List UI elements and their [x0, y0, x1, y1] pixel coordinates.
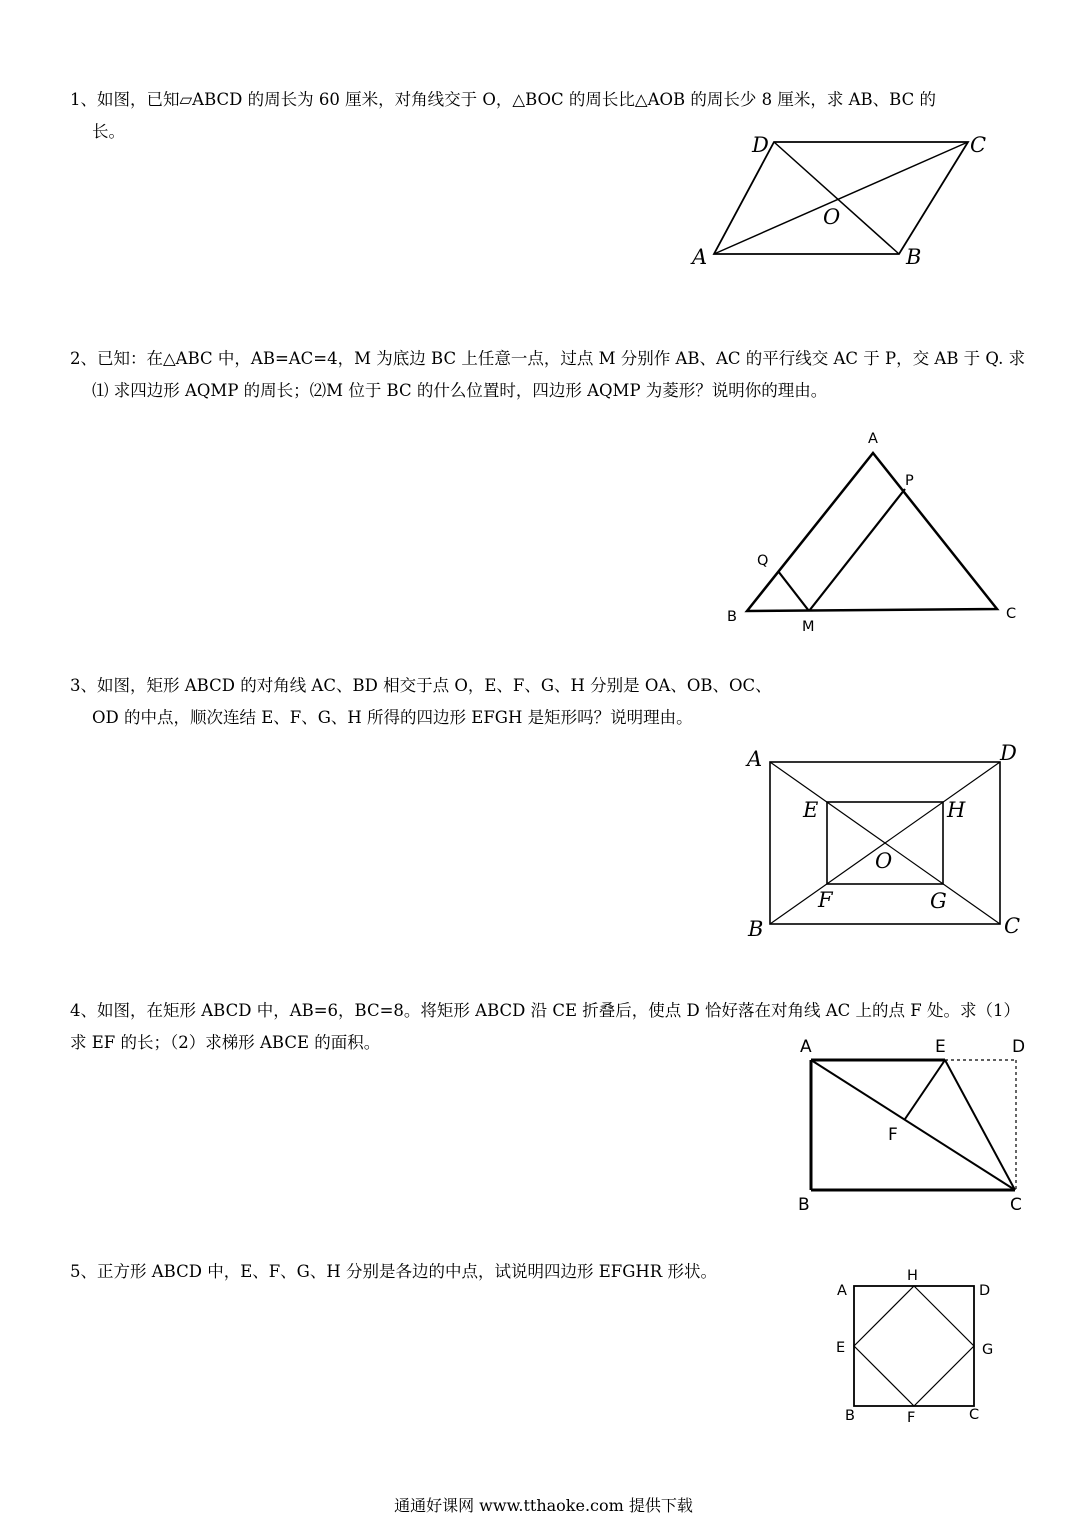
problem-2-line2: ⑴ 求四边形 AQMP 的周长；⑵M 位于 BC 的什么位置时，四边形 AQMP 为菱形？说明你的理由。 [92, 381, 828, 400]
label-f: F [818, 888, 833, 912]
figure-1-parallelogram [680, 128, 1000, 282]
problem-1-line2: 长。 [92, 122, 125, 141]
label-b: B [748, 917, 764, 941]
label-m: M [802, 619, 815, 635]
figure-2-triangle [720, 425, 1030, 644]
label-d: D [752, 133, 769, 157]
label-c: C [970, 133, 987, 157]
label-b: B [845, 1408, 855, 1424]
label-c: C [1004, 914, 1021, 938]
figure-3-rectangle [740, 740, 1040, 949]
label-e: E [836, 1340, 846, 1356]
label-f: F [907, 1410, 916, 1426]
figure-1-svg [680, 128, 1000, 278]
label-q: Q [757, 553, 769, 569]
label-h: H [907, 1268, 918, 1284]
label-o: O [875, 849, 893, 873]
label-a: A [692, 245, 708, 269]
problem-2 [70, 343, 1035, 407]
label-c: C [1006, 606, 1017, 622]
label-p: P [905, 473, 914, 489]
label-e: E [935, 1037, 946, 1057]
label-d: D [979, 1283, 991, 1299]
label-b: B [798, 1195, 810, 1215]
label-h: H [947, 798, 966, 822]
problem-5-line1: 5、正方形 ABCD 中，E、F、G、H 分别是各边的中点，试说明四边形 EFGHR 形状。 [70, 1262, 717, 1281]
label-f: F [888, 1125, 898, 1145]
label-g: G [982, 1342, 994, 1358]
label-d: D [1000, 741, 1017, 765]
figure-2-svg [720, 425, 1030, 640]
segment-mp [809, 489, 905, 611]
label-a: A [868, 431, 878, 447]
figure-5-svg [830, 1265, 1000, 1430]
diagonal-ac [811, 1060, 1015, 1190]
label-c: C [1010, 1195, 1022, 1215]
label-a: A [837, 1283, 847, 1299]
label-e: E [803, 798, 819, 822]
label-o: O [823, 205, 841, 229]
quadrilateral-efgh [854, 1286, 974, 1406]
problem-4-line2: 求 EF 的长；（2）求梯形 ABCE 的面积。 [70, 1033, 381, 1052]
problem-2-line1: 2、已知：在△ABC 中，AB=AC=4，M 为底边 BC 上任意一点，过点 M 分别作 AB、AC 的平行线交 AC 于 P，交 AB 于 Q. 求 [70, 349, 1026, 368]
label-g: G [930, 889, 947, 913]
problem-4-line1: 4、如图，在矩形 ABCD 中，AB=6，BC=8。将矩形 ABCD 沿 CE 折叠后，使点 D 恰好落在对角线 AC 上的点 F 处。求（1） [70, 1001, 1020, 1020]
figure-4-fold [790, 1030, 1040, 1229]
diagonal-bd [774, 142, 899, 254]
problem-1-line1: 1、如图，已知▱ABCD 的周长为 60 厘米，对角线交于 O，△BOC 的周长比△AOB 的周长少 8 厘米，求 AB、BC 的 [70, 90, 936, 109]
square-abcd [854, 1286, 974, 1406]
segment-qm [778, 571, 809, 611]
label-c: C [969, 1407, 980, 1423]
label-a: A [800, 1037, 812, 1057]
problem-3-line1: 3、如图，矩形 ABCD 的对角线 AC、BD 相交于点 O，E、F、G、H 分别是 OA、OB、OC、 [70, 676, 772, 695]
fold-line-ce [945, 1060, 1015, 1190]
segment-ef [905, 1060, 945, 1119]
problem-3-line2: OD 的中点，顺次连结 E、F、G、H 所得的四边形 EFGH 是矩形吗？说明理由。 [92, 708, 693, 727]
label-b: B [906, 245, 922, 269]
figure-5-square [830, 1265, 1000, 1434]
diagonal-ac [714, 142, 968, 254]
problem-3 [70, 670, 1035, 734]
figure-3-svg [740, 740, 1040, 945]
label-d: D [1012, 1037, 1026, 1057]
label-b: B [727, 609, 737, 625]
page-footer: 通通好课网 www.tthaoke.com 提供下载 [394, 1496, 693, 1515]
label-a: A [747, 747, 763, 771]
figure-4-svg [790, 1030, 1040, 1225]
